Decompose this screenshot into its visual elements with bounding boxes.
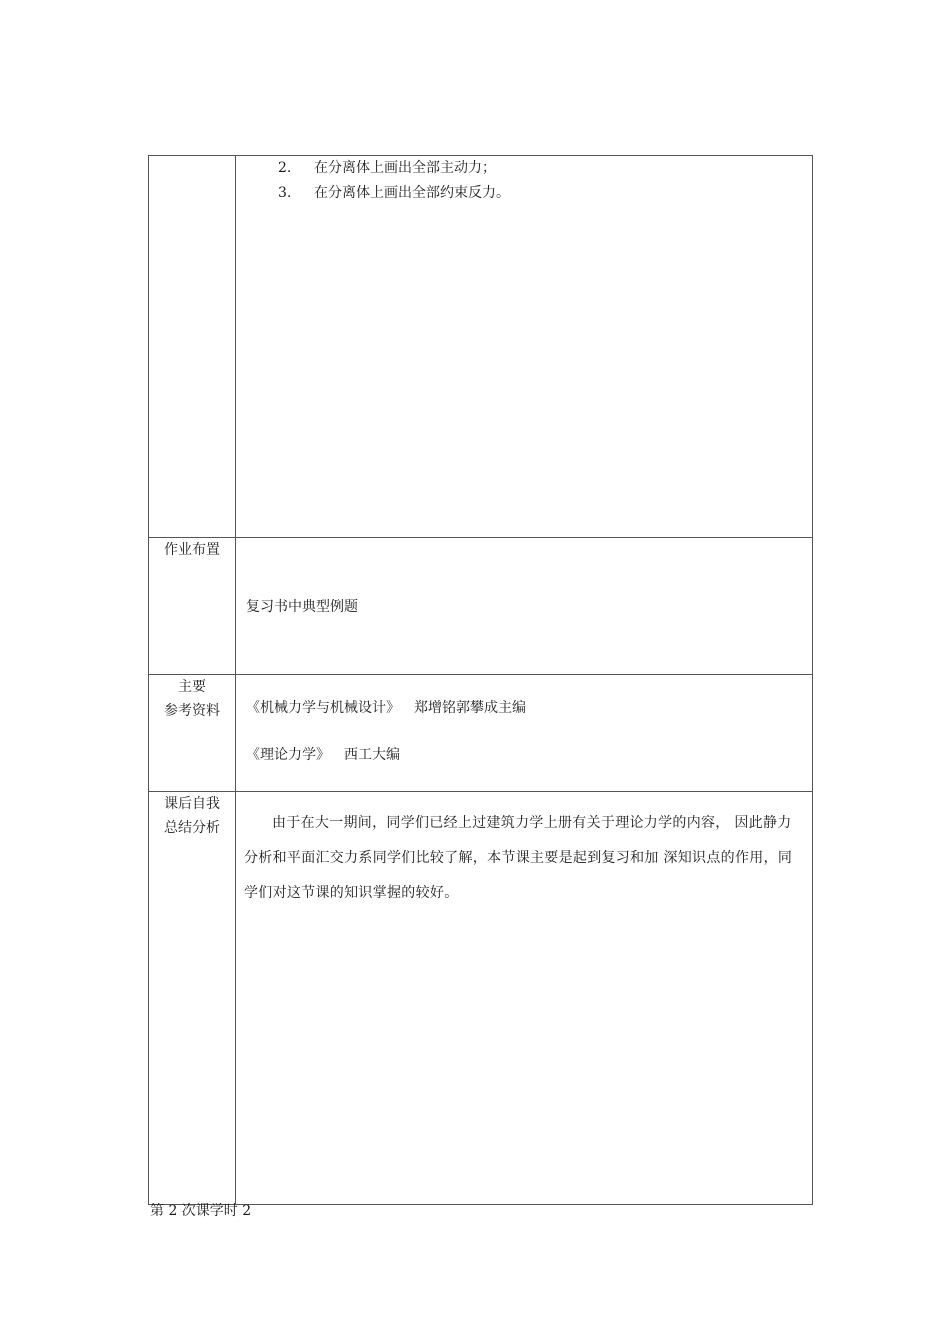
summary-cell (236, 792, 813, 1205)
reference-item (246, 744, 812, 766)
summary-body (236, 792, 812, 911)
table-row (149, 675, 813, 792)
references-label-line1: 主要 (178, 679, 206, 695)
references-label-line2: 参考资料 (164, 703, 220, 719)
table-row (149, 538, 813, 675)
summary-label (149, 792, 236, 1205)
reference-item (246, 697, 812, 719)
page-footer: 第 2 次课学时 2 (150, 1203, 252, 1219)
reference-title: 《机械力学与机械设计》 (246, 700, 400, 716)
references-list (236, 675, 812, 766)
summary-label-line1: 课后自我 (164, 796, 220, 812)
summary-label-line2: 总结分析 (164, 820, 220, 836)
reference-author: 西工大编 (344, 747, 400, 763)
empty-label-cell (149, 156, 236, 538)
homework-label: 作业布置 (149, 538, 236, 675)
references-cell (236, 675, 813, 792)
table-row (149, 792, 813, 1205)
list-item (278, 158, 812, 183)
reference-title: 《理论力学》 (246, 747, 330, 763)
table-row (149, 156, 813, 538)
summary-text: 由于在大一期间，同学们已经上过建筑力学上册有关于理论力学的内容， 因此静力分析和平面汇交力系同学们比较了解，本节课主要是起到复习和加 深知识点的作用，同学们对这节课的知识掌握的较好。 (244, 815, 793, 901)
steps-list (236, 156, 812, 208)
step-text: 在分离体上画出全部主动力； (314, 160, 496, 176)
lesson-plan-table (148, 155, 813, 1205)
homework-content: 复习书中典型例题 (236, 538, 813, 675)
steps-cell (236, 156, 813, 538)
step-text: 在分离体上画出全部约束反力。 (314, 185, 510, 201)
step-number: 2. (278, 160, 292, 176)
reference-author: 郑增铭郭攀成主编 (414, 700, 526, 716)
step-number: 3. (278, 185, 292, 201)
references-label (149, 675, 236, 792)
list-item (278, 183, 812, 208)
